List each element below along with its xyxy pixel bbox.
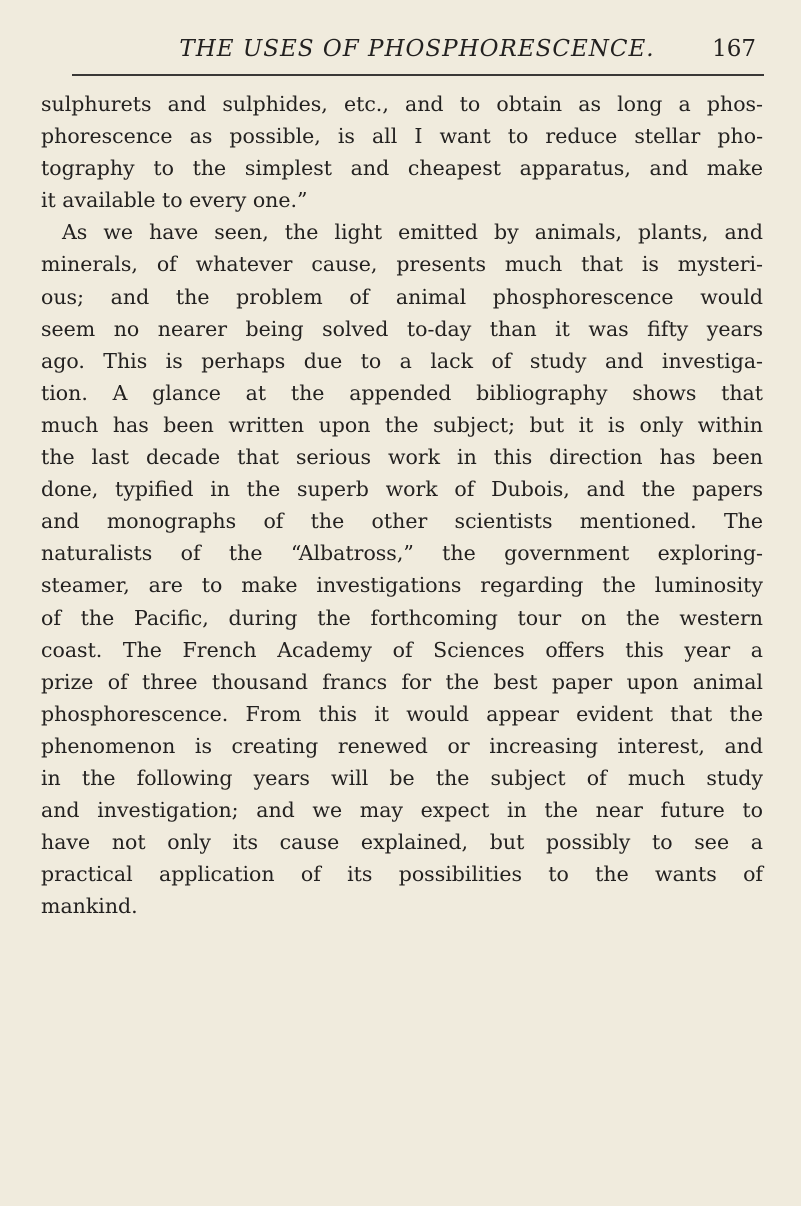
text-line: sulphurets and sulphides, etc., and to obtain as long a phos-	[41, 92, 763, 116]
running-title: THE USES OF PHOSPHORESCENCE.	[179, 36, 655, 62]
text-line: have not only its cause explained, but possibly to see a	[41, 830, 763, 855]
text-line: done, typified in the superb work of Dubois, and the papers	[41, 477, 763, 502]
text-line: ous; and the problem of animal phosphorescence would	[41, 284, 763, 309]
text-line: phorescence as possible, is all I want to reduce stellar pho-	[41, 124, 763, 149]
text-line: and monographs of the other scientists mentioned. The	[41, 509, 763, 534]
text-line: mankind.	[41, 894, 138, 919]
page-header	[70, 30, 764, 70]
header-rule	[72, 74, 764, 76]
text-line: prize of three thousand francs for the best paper upon animal	[41, 669, 763, 694]
page-number: 167	[712, 36, 756, 62]
text-line: tion. A glance at the appended bibliography shows that	[41, 380, 763, 405]
text-line: of the Pacific, during the forthcoming tour on the western	[41, 605, 763, 630]
body-text	[41, 88, 763, 922]
text-line: seem no nearer being solved to-day than it was fifty years	[41, 316, 763, 341]
text-line: As we have seen, the light emitted by animals, plants, and	[62, 220, 763, 245]
text-line: and investigation; and we may expect in the near future to	[41, 798, 763, 823]
text-line: coast. The French Academy of Sciences offers this year a	[41, 637, 763, 662]
text-line: minerals, of whatever cause, presents much that is mysteri-	[41, 252, 763, 277]
text-line: practical application of its possibilities to the wants of	[41, 862, 763, 887]
text-line: phenomenon is creating renewed or increasing interest, and	[41, 733, 763, 758]
text-line: much has been written upon the subject; but it is only within	[41, 412, 763, 437]
text-line: phosphorescence. From this it would appear evident that the	[41, 701, 763, 726]
text-line: the last decade that serious work in this direction has been	[41, 445, 763, 470]
text-line: in the following years will be the subject of much study	[41, 765, 763, 790]
text-line: tography to the simplest and cheapest apparatus, and make	[41, 156, 763, 181]
text-line: ago. This is perhaps due to a lack of study and investiga-	[41, 348, 763, 373]
text-line: naturalists of the “Albatross,” the government exploring-	[41, 541, 763, 566]
text-line: steamer, are to make investigations regarding the luminosity	[41, 573, 763, 598]
text-line: it available to every one.”	[41, 188, 308, 213]
